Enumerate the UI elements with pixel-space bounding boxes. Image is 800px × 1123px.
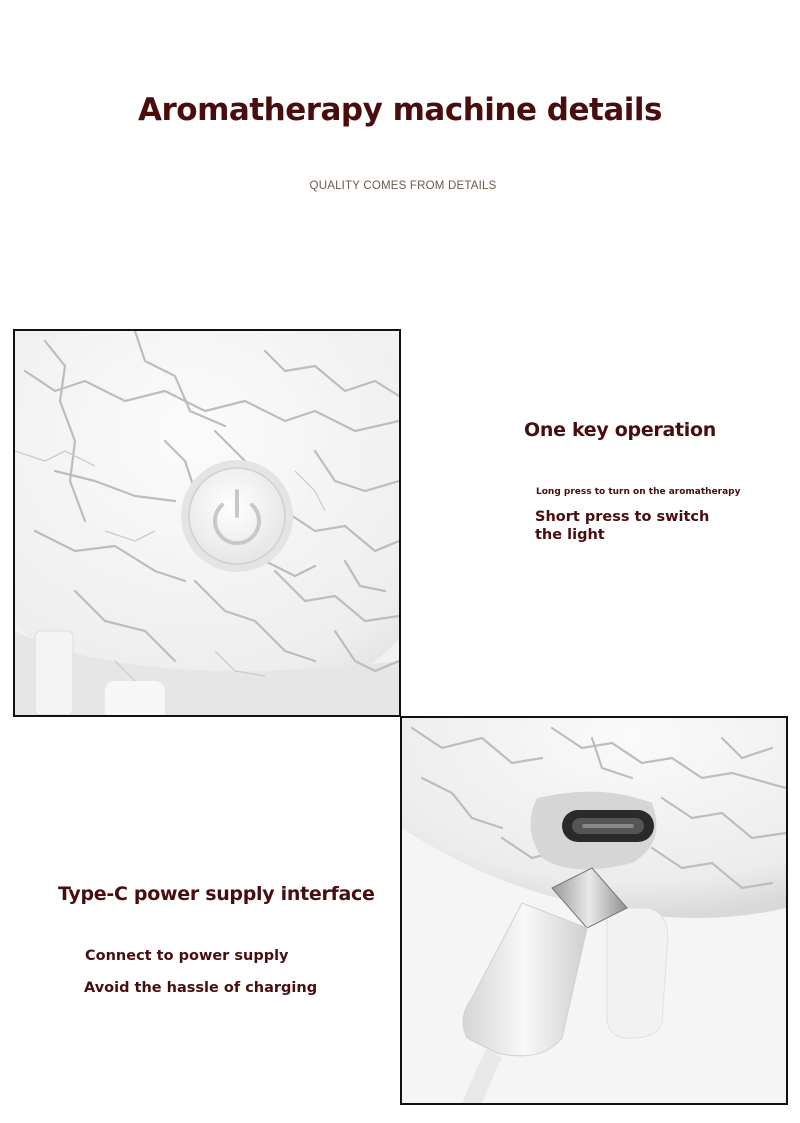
charging-text: Avoid the hassle of charging: [84, 980, 318, 996]
long-press-note: Long press to turn on the aromatherapy: [536, 487, 741, 497]
type-c-heading: Type-C power supply interface: [58, 883, 375, 905]
type-c-port-photo: [400, 716, 788, 1105]
one-key-heading: One key operation: [524, 419, 716, 441]
page-title: Aromatherapy machine details: [138, 92, 662, 128]
short-press-text: Short press to switch the light: [535, 509, 710, 543]
type-c-port-photo-art: [402, 718, 786, 1103]
power-button-photo: [13, 329, 401, 717]
power-supply-text: Connect to power supply: [85, 948, 289, 964]
page-subtitle: QUALITY COMES FROM DETAILS: [309, 180, 497, 192]
power-button-photo-art: [15, 331, 399, 715]
